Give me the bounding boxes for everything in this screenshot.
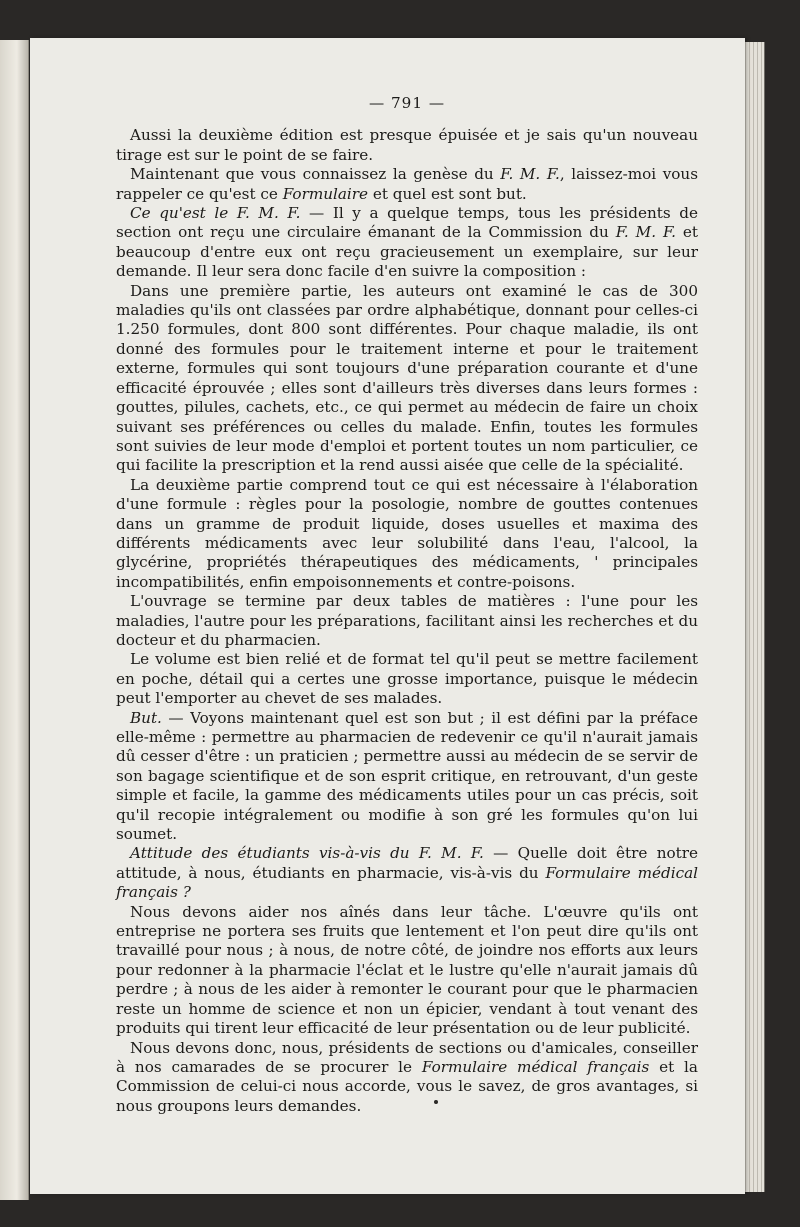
left-page-edge	[0, 40, 29, 1200]
paragraph-tables: L'ouvrage se termine par deux tables de matières : l'une pour les maladies, l'autre pour les préparations, facilitant ainsi les recherches et du docteur et du pharmacien.	[116, 592, 698, 649]
paragraph-volume: Le volume est bien relié et de format tel qu'il peut se mettre facilement en poche, détail qui a certes une grosse importance, puisque le médecin peut l'emporter au chevet de ses malades.	[116, 650, 698, 708]
paragraph-help-elders: Nous devons aider nos aînés dans leur tâche. L'œuvre qu'ils ont entreprise ne portera ses fruits que lentement et l'on peut dire qu'ils ont travaillé pour nous ; à nous, de notre côté, de joindre nos efforts aux leurs pour redonner à la pharmacie l'éclat et le lustre qu'elle n'aurait jamais dû perdre ; à nous de les aider à remonter le courant pour que le pharmacien reste un homme de science et non un épicier, vendant à tout venant des produits qui tirent leur efficacité de leur présentation ou de leur publicité.	[116, 902, 698, 1038]
paragraph-goal: But. — Voyons maintenant quel est son but ; il est défini par la préface elle-même : permettre au pharmacien de redevenir ce qu'il n'aurait jamais dû cesser d'être : un praticien ; permettre aussi au médecin de se servir de son bagage scientifique et de son esprit critique, en retrouvant, d'un geste simple et facile, la gamme des médicaments utiles pour un cas précis, soit qu'il recopie intégralement ou modifie à son gré les formules qu'on lui soumet.	[116, 708, 698, 844]
paragraph-reminder: Maintenant que vous connaissez la genèse du F. M. F., laissez-moi vous rappeler ce qu'est ce Formulaire et quel est sont but.	[116, 165, 698, 203]
section-heading-attitude: Attitude des étudiants vis-à-vis du F. M. F.	[130, 844, 484, 863]
page-text	[116, 94, 698, 1116]
ink-dot	[434, 1100, 438, 1104]
page-number: — 791 —	[368, 94, 446, 112]
book-page	[30, 38, 745, 1194]
paragraph-second-part: La deuxième partie comprend tout ce qui est nécessaire à l'élaboration d'une formule : règles pour la posologie, nombre de gouttes contenues dans un gramme de produit liquide, doses usuelles et maxima des différents médicaments avec leur solubilité dans l'eau, l'alcool, la glycérine, propriétés thérapeutiques des médicaments, ' principales incompatibilités, enfin empoisonnements et contre-poisons.	[116, 475, 698, 591]
paragraph-what-is-fmf: Ce qu'est le F. M. F. — Il y a quelque temps, tous les présidents de section ont reçu une circulaire émanant de la Commission du F. M. F. et beaucoup d'entre eux ont reçu gracieusement un exemplaire, sur leur demande. Il leur sera donc facile d'en suivre la composition :	[116, 204, 699, 281]
paragraph-first-part: Dans une première partie, les auteurs ont examiné le cas de 300 maladies qu'ils ont classées par ordre alphabétique, donnant pour celles-ci 1.250 formules, dont 800 sont différentes. Pour chaque maladie, ils ont donné des formules pour le traitement interne et pour le traitement externe, formules qui sont toujours d'une préparation courante et d'une efficacité éprouvée ; elles sont d'ailleurs très diverses dans leurs formes : gouttes, pilules, cachets, etc., ce qui permet au médecin de faire un choix suivant ses préférences ou celles du malade. Enfin, toutes les formules sont suivies de leur mode d'emploi et portent toutes un nom particulier, ce qui facilite la prescription et la rend aussi aisée que celle de la spécialité.	[116, 281, 698, 475]
section-heading-what-is: Ce qu'est le F. M. F.	[130, 204, 301, 223]
paragraph-edition: Aussi la deuxième édition est presque épuisée et je sais qu'un nouveau tirage est sur le point de se faire.	[116, 126, 698, 164]
paragraph-attitude: Attitude des étudiants vis-à-vis du F. M. F. — Quelle doit être notre attitude, à nous, étudiants en pharmacie, vis-à-vis du Formulaire médical français ?	[116, 844, 698, 902]
paragraph-advise-comrades: Nous devons donc, nous, présidents de sections ou d'amicales, conseiller à nos camarades de se procurer le Formulaire médical français et la Commission de celui-ci nous accorde, vous le savez, de gros avantages, si nous groupons leurs demandes.	[116, 1038, 698, 1115]
section-heading-but: But.	[130, 708, 162, 727]
